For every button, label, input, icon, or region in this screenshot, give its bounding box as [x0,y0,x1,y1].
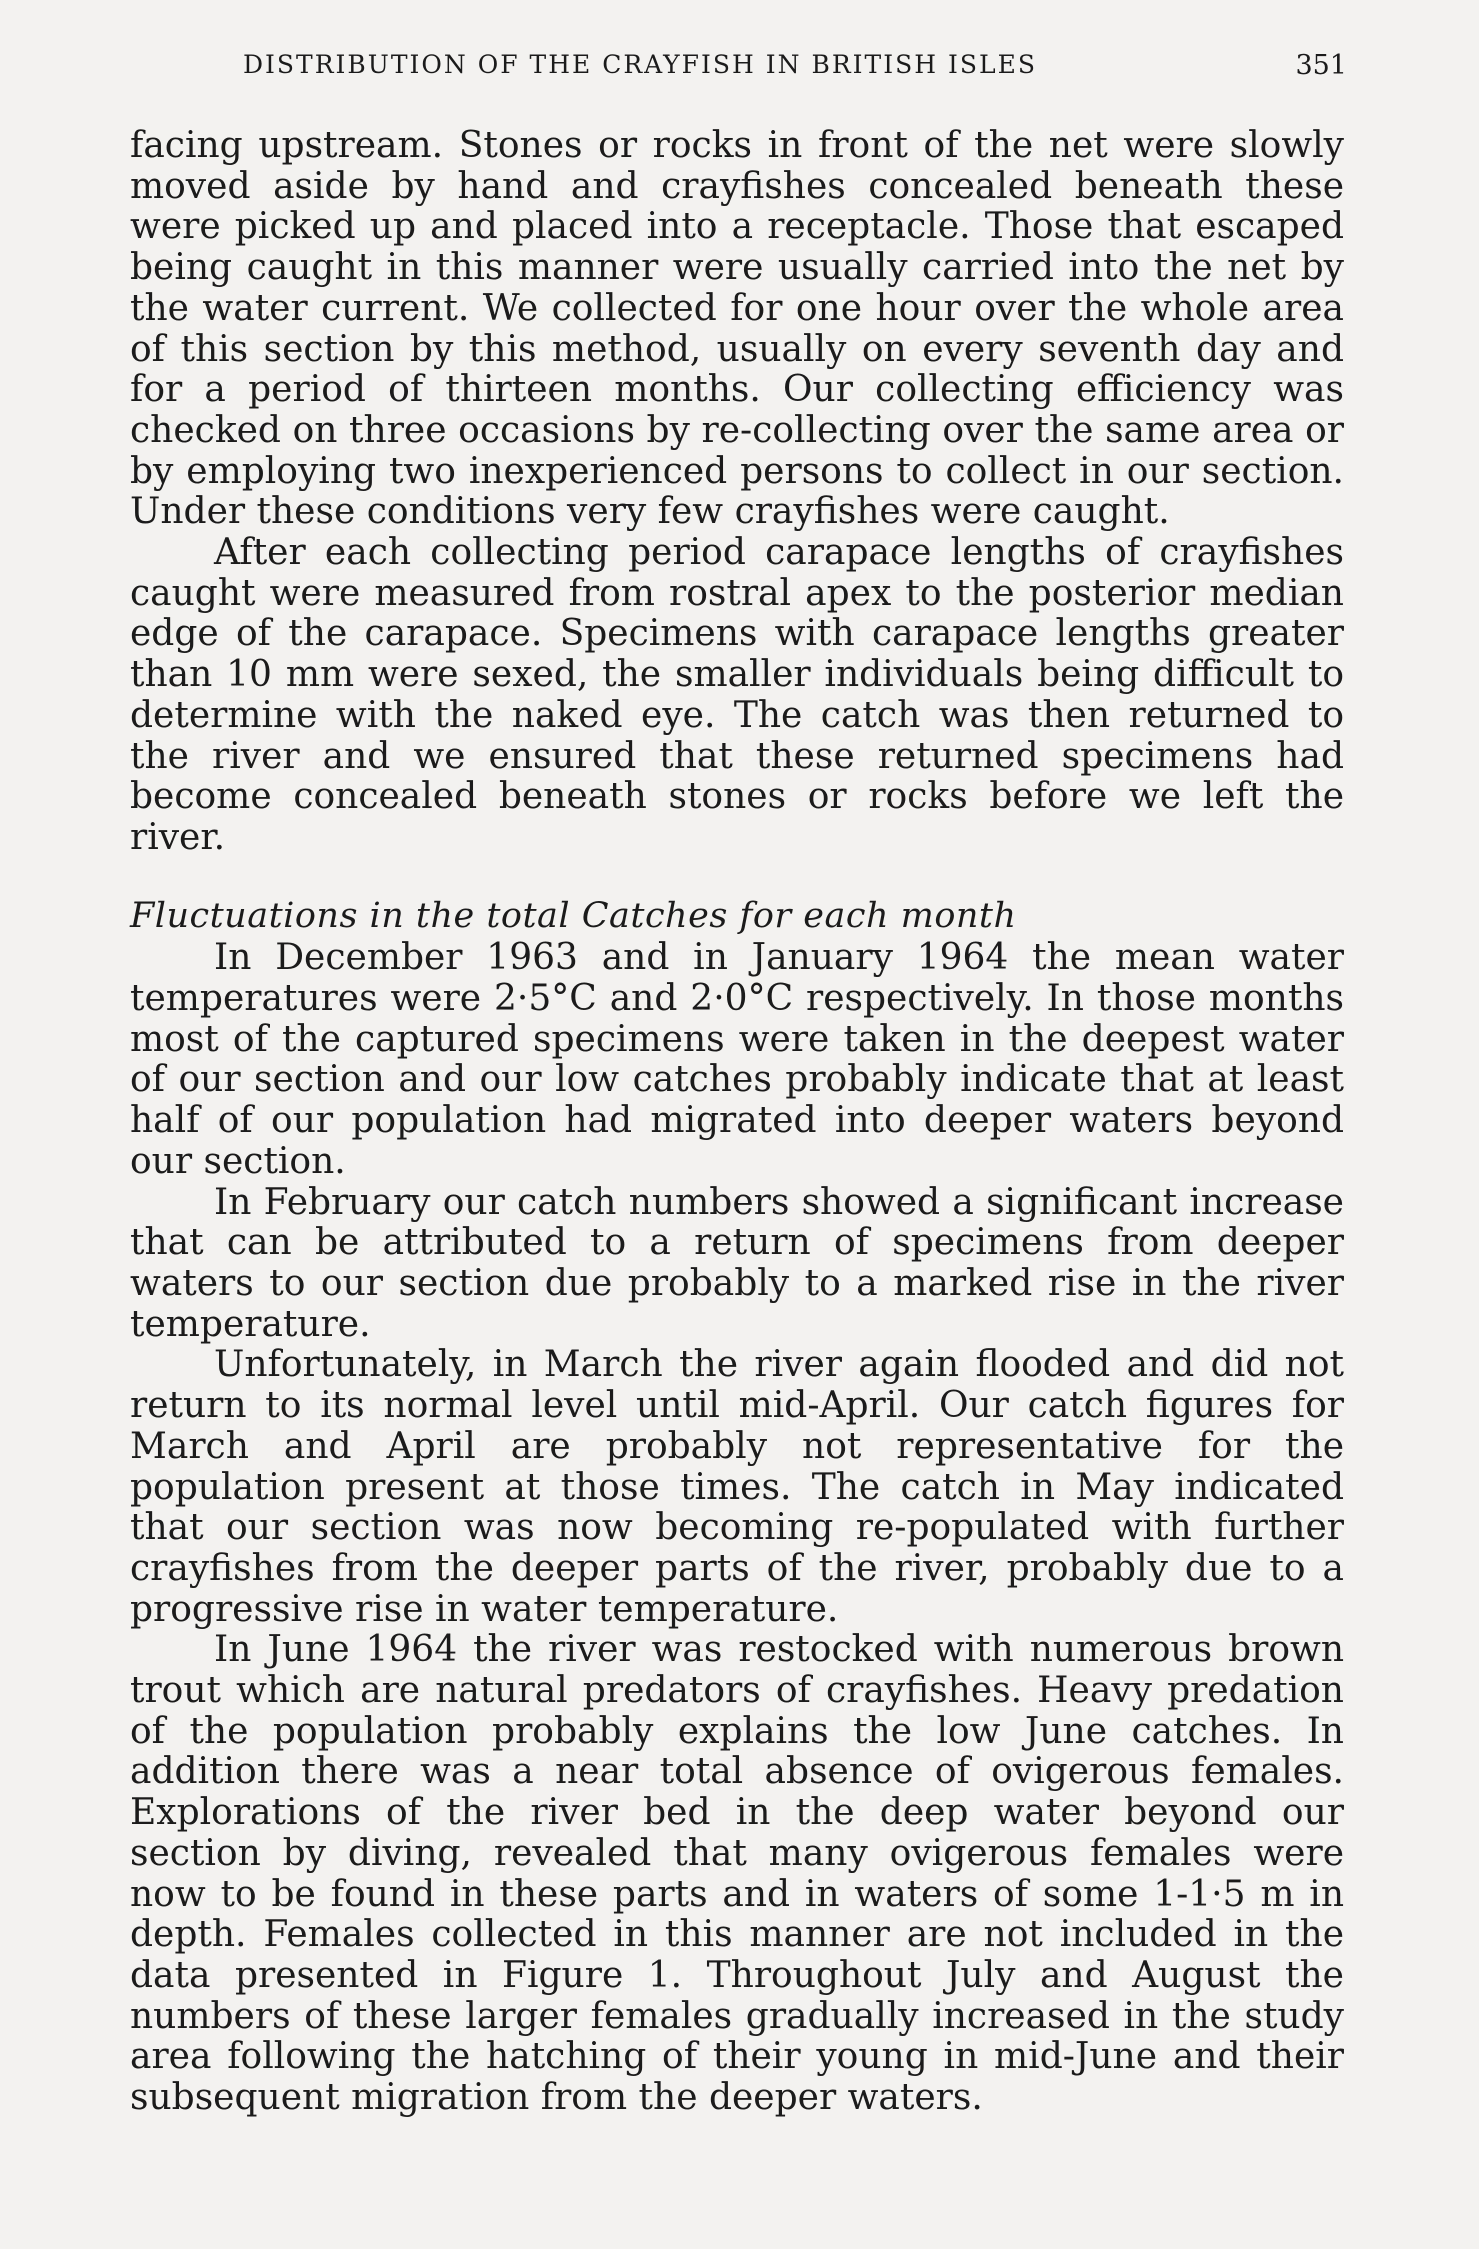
paragraph-1: facing upstream. Stones or rocks in front of the net were slowly moved aside by hand and crayfishes concealed beneath these were picked up and placed into a receptacle. Those that escaped being caught in this manner were usually carried into the net by the water current. We collected for one hour over the whole area of this section by this method, usually on every seventh day and for a period of thirteen months. Our collecting efficiency was checked on three occasions by re-collecting over the same area or by employing two inexperienced persons to collect in our section. Under these conditions very few crayfishes were caught. [130,125,1344,533]
body-text [130,126,1344,2119]
paragraph-3: In December 1963 and in January 1964 the mean water temperatures were 2·5°C and 2·0°C respectively. In those months most of the captured specimens were taken in the deepest water of our section and our low catches probably indicate that at least half of our population had migrated into deeper waters beyond our section. [130,937,1344,1182]
section-heading: Fluctuations in the total Catches for each month [130,895,1017,936]
paragraph-6: In June 1964 the river was restocked with numerous brown trout which are natural predators of crayfishes. Heavy predation of the population probably explains the low June catches. In addition there was a near total absence of ovigerous females. Explorations of the river bed in the deep water beyond our section by diving, revealed that many ovigerous females were now to be found in these parts and in waters of some 1-1·5 m in depth. Females collected in this manner are not included in the data presented in Figure 1. Throughout July and August the numbers of these larger females gradually increased in the study area following the hatching of their young in mid-June and their subsequent migration from the deeper waters. [130,1629,1344,2119]
paragraph-5: Unfortunately, in March the river again flooded and did not return to its normal level until mid-April. Our catch figures for March and April are probably not representative for the population present at those times. The catch in May indicated that our section was now becoming re-populated with further crayfishes from the deeper parts of the river, probably due to a progressive rise in water temperature. [130,1344,1344,1630]
page-number: 351 [1295,50,1347,81]
paragraph-2: After each collecting period carapace lengths of crayfishes caught were measured from rostral apex to the posterior median edge of the carapace. Specimens with carapace lengths greater than 10 mm were sexed, the smaller individuals being difficult to determine with the naked eye. The catch was then returned to the river and we ensured that these returned specimens had become concealed beneath stones or rocks before we left the river. [130,532,1344,858]
paragraph-4: In February our catch numbers showed a significant increase that can be attributed to a return of specimens from deeper waters to our section due probably to a marked rise in the river temperature. [130,1181,1344,1345]
running-head: DISTRIBUTION OF THE CRAYFISH IN BRITISH ISLES [243,50,1037,79]
